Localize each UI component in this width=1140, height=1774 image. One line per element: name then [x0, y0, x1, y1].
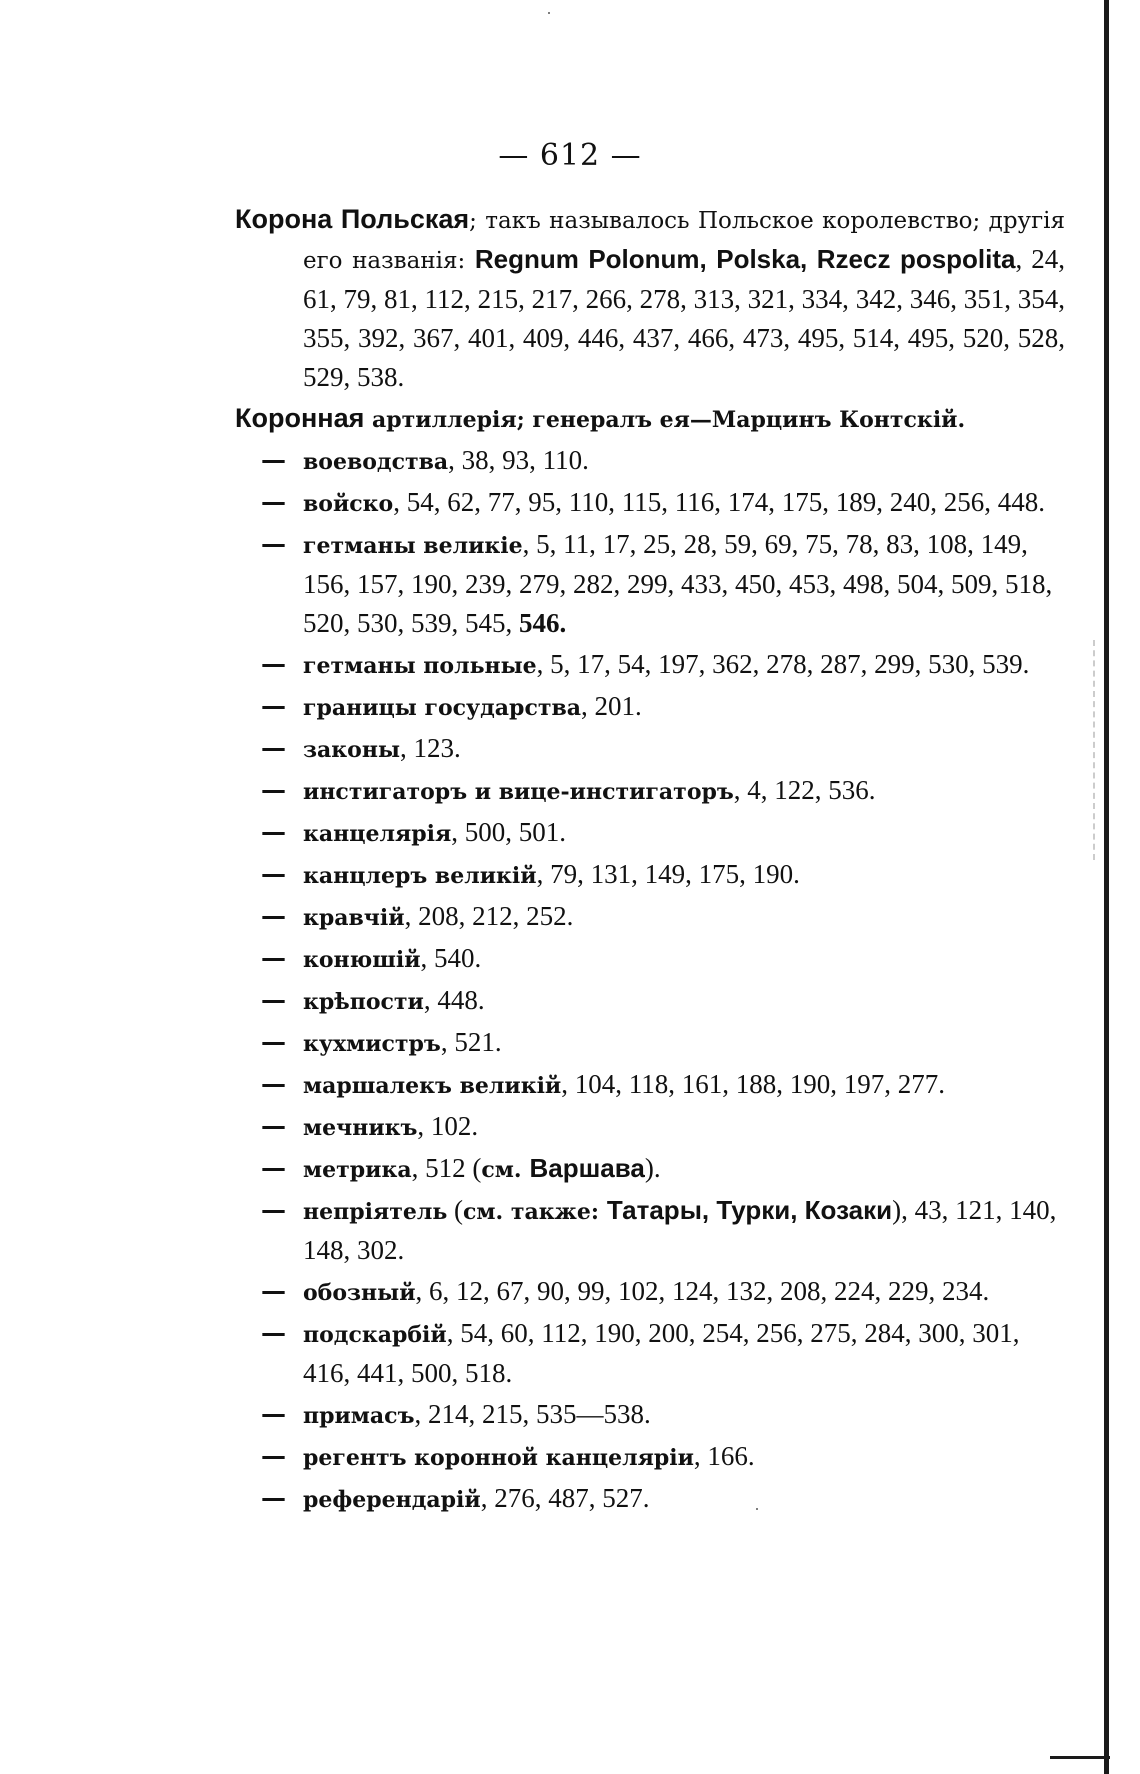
subentry — [235, 981, 1065, 1021]
ditto-dash: — — [261, 1483, 286, 1512]
subentry — [235, 1107, 1065, 1147]
subentry-page-ref-bold: 546. — [519, 608, 567, 638]
subentry-term: гетманы польные — [303, 653, 537, 679]
ditto-dash: — — [261, 1276, 286, 1305]
subentry-term: воеводства — [303, 449, 449, 475]
subentry-term: непріятель — [303, 1199, 448, 1225]
subentry — [235, 441, 1065, 481]
entry-description: ; такъ называлось Польское королевство; другія его названія: — [303, 208, 1065, 274]
scan-speck — [548, 12, 550, 14]
see-reference-label: см. также: — [463, 1199, 599, 1225]
page-number: — 612 — — [498, 138, 642, 173]
subentry-term: мечникъ — [303, 1115, 418, 1141]
ditto-dash: — — [261, 487, 286, 516]
subentry — [235, 771, 1065, 811]
subentry-tail: ), 43, 121, 140, 148, 302. — [303, 1195, 1057, 1265]
ditto-dash: — — [261, 817, 286, 846]
subentry-page-refs: , 6, 12, 67, 90, 99, 102, 124, 132, 208, 224, 229, 234. — [415, 1276, 990, 1306]
ditto-dash: — — [261, 1069, 286, 1098]
subentry-page-refs: , 512 ( — [411, 1153, 482, 1183]
subentry — [235, 1023, 1065, 1063]
subentry-page-refs: , 214, 215, 535—538. — [414, 1399, 651, 1429]
entry-page-refs: , 24, 61, 79, 81, 112, 215, 217, 266, 278, 313, 321, 334, 342, 346, 351, 354, 355, 392, 367, 401, 409, 446, 437, 466, 473, 495, 514, 495, 520, 528, 529, 538. — [303, 244, 1066, 392]
subentry-page-refs: , 500, 501. — [451, 817, 567, 847]
subentry-page-refs: , 54, 62, 77, 95, 110, 115, 116, 174, 175, 189, 240, 256, 448. — [393, 487, 1045, 517]
ditto-dash: — — [261, 529, 286, 558]
subentry-page-refs: , 38, 93, 110. — [448, 445, 589, 475]
subentry — [235, 897, 1065, 937]
entry-heading: Корона Польская — [235, 204, 470, 234]
ditto-dash: — — [261, 1111, 286, 1140]
ditto-dash: — — [261, 1195, 286, 1224]
subentry — [235, 645, 1065, 685]
subentry-term: регентъ коронной канцеляріи — [303, 1445, 694, 1471]
ditto-dash: — — [261, 1027, 286, 1056]
subentry — [235, 813, 1065, 853]
subentry-term: примасъ — [303, 1403, 415, 1429]
subentry-page-refs: , 521. — [440, 1027, 502, 1057]
subentry-page-refs: , 448. — [423, 985, 485, 1015]
corner-mark — [1050, 1750, 1110, 1759]
subentry-term: гетманы великіе — [303, 533, 523, 559]
subentry-term: подскарбій — [303, 1322, 447, 1348]
ditto-dash: — — [261, 649, 286, 678]
ditto-dash: — — [261, 445, 286, 474]
subentry-term: инстигаторъ и вице-инстигаторъ — [303, 779, 734, 805]
ditto-dash: — — [261, 901, 286, 930]
subentry — [235, 1191, 1065, 1270]
subentry-term: законы — [303, 737, 401, 763]
subentry — [235, 1314, 1065, 1393]
subentry-page-refs: , 102. — [417, 1111, 479, 1141]
subentry-page-refs: , 201. — [581, 691, 642, 721]
subentry — [235, 1479, 1065, 1519]
margin-ticks — [1093, 640, 1098, 860]
subentry-term: канцелярія — [303, 821, 452, 847]
subentry-page-refs: , 54, 60, 112, 190, 200, 254, 256, 275, 284, 300, 301, 416, 441, 500, 518. — [303, 1318, 1020, 1388]
subentry — [235, 729, 1065, 769]
subentry — [235, 483, 1065, 523]
subentry — [235, 687, 1065, 727]
index-entry-koronnaya — [235, 399, 1065, 439]
ditto-dash: — — [261, 1318, 286, 1347]
subentry-term: войско — [303, 491, 394, 517]
subentry — [235, 1272, 1065, 1312]
ditto-dash: — — [261, 1153, 286, 1182]
subentry-page-refs: , 4, 122, 536. — [733, 775, 876, 805]
subentry-page-refs: ( — [447, 1195, 464, 1225]
binding-edge-line — [1104, 0, 1109, 1774]
subentry-term: референдарій — [303, 1487, 481, 1513]
subentry-term: крѣпости — [303, 989, 424, 1015]
see-reference-target: Татары, Турки, Козаки — [606, 1195, 893, 1225]
subentry-page-refs: , 5, 11, 17, 25, 28, 59, 69, 75, 78, 83, 108, 149, 156, 157, 190, 239, 279, 282, 299, 433, 450, 453, 498, 504, 509, 518, 520, 530, 539, 545, — [303, 529, 1053, 638]
subentry-term: метрика — [303, 1157, 412, 1183]
ditto-dash: — — [261, 775, 286, 804]
subentry-term: конюшій — [303, 947, 421, 973]
see-reference-target: Варшава — [529, 1153, 645, 1183]
subentry-term: обозный — [303, 1280, 416, 1306]
subentry — [235, 855, 1065, 895]
index-body — [235, 200, 1065, 1521]
ditto-dash: — — [261, 1441, 286, 1470]
subentry-term: границы государства — [303, 695, 582, 721]
subentry — [235, 939, 1065, 979]
subentry-page-refs: , 276, 487, 527. — [480, 1483, 650, 1513]
subentry-page-refs: , 540. — [420, 943, 482, 973]
subentry — [235, 525, 1065, 643]
index-entry-korona-polskaya — [235, 200, 1065, 397]
subentry-page-refs: , 208, 212, 252. — [404, 901, 574, 931]
subentry-term: маршалекъ великій — [303, 1073, 562, 1099]
ditto-dash: — — [261, 859, 286, 888]
see-reference-label: см. — [481, 1157, 522, 1183]
ditto-dash: — — [261, 691, 286, 720]
ditto-dash: — — [261, 985, 286, 1014]
subentry-page-refs: , 79, 131, 149, 175, 190. — [536, 859, 800, 889]
subentry-page-refs: , 104, 118, 161, 188, 190, 197, 277. — [561, 1069, 946, 1099]
subentry — [235, 1437, 1065, 1477]
entry-description: артиллерія; генералъ ея—Марцинъ Контскій. — [364, 407, 966, 433]
subentry — [235, 1149, 1065, 1189]
ditto-dash: — — [261, 1399, 286, 1428]
ditto-dash: — — [261, 943, 286, 972]
subentry — [235, 1395, 1065, 1435]
subentry-term: кухмистръ — [303, 1031, 441, 1057]
ditto-dash: — — [261, 733, 286, 762]
subentry — [235, 1065, 1065, 1105]
subentry-tail: ). — [644, 1153, 661, 1183]
subentry-page-refs: , 5, 17, 54, 197, 362, 278, 287, 299, 530, 539. — [536, 649, 1030, 679]
entry-latin-names: Regnum Polonum, Polska, Rzecz pospolita — [474, 244, 1016, 274]
subentry-term: канцлеръ великій — [303, 863, 537, 889]
subentry-page-refs: , 166. — [693, 1441, 755, 1471]
subentry-term: кравчій — [303, 905, 405, 931]
entry-heading: Коронная — [235, 403, 365, 433]
subentry-page-refs: , 123. — [400, 733, 461, 763]
